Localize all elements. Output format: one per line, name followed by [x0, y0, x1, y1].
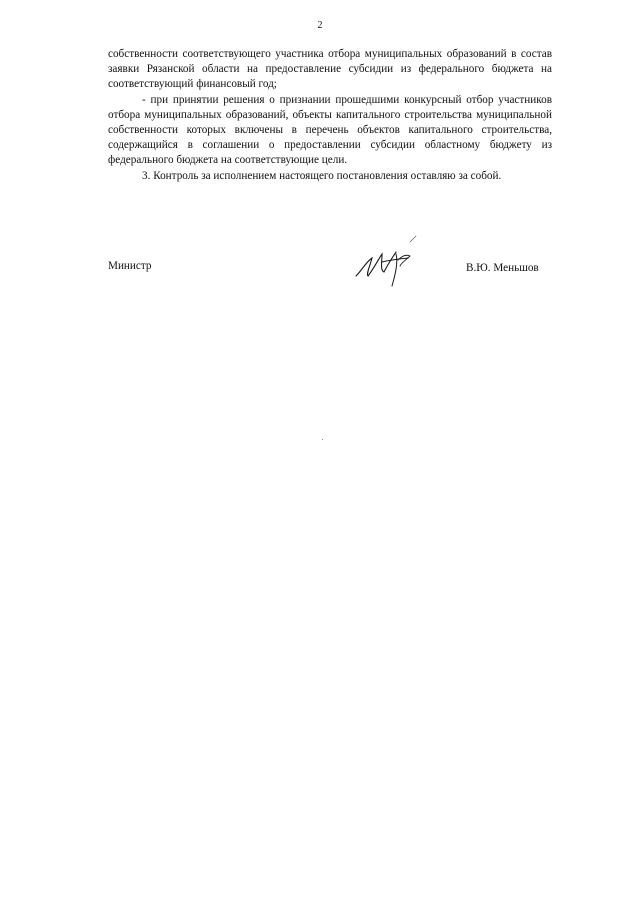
document-body — [108, 47, 552, 184]
signature-icon — [352, 232, 424, 290]
paragraph-control-clause: 3. Контроль за исполнением настоящего постановления оставляю за собой. — [142, 169, 502, 182]
signatory-role: Министр — [108, 260, 152, 272]
signature-block — [0, 260, 640, 300]
page-number: 2 — [317, 20, 323, 31]
paragraph-list-item: - при принятии решения о признании прошедшими конкурсный отбор участников отбора муниципальных образований, объекты капитального строительства муниципальной собственности которых включены в перечень объектов капитального строительства, содержащийся в соглашении о предоставлении субсидии областному бюджету из федерального бюджета на соответствующие цели. — [108, 93, 552, 167]
paragraph-continuation: собственности соответствующего участника отбора муниципальных образований в состав заявки Рязанской области на предоставление субсидии из федерального бюджета на соответствующий финансовый год; — [108, 48, 552, 91]
scan-speck — [322, 439, 323, 440]
signatory-name: В.Ю. Меньшов — [466, 262, 539, 274]
